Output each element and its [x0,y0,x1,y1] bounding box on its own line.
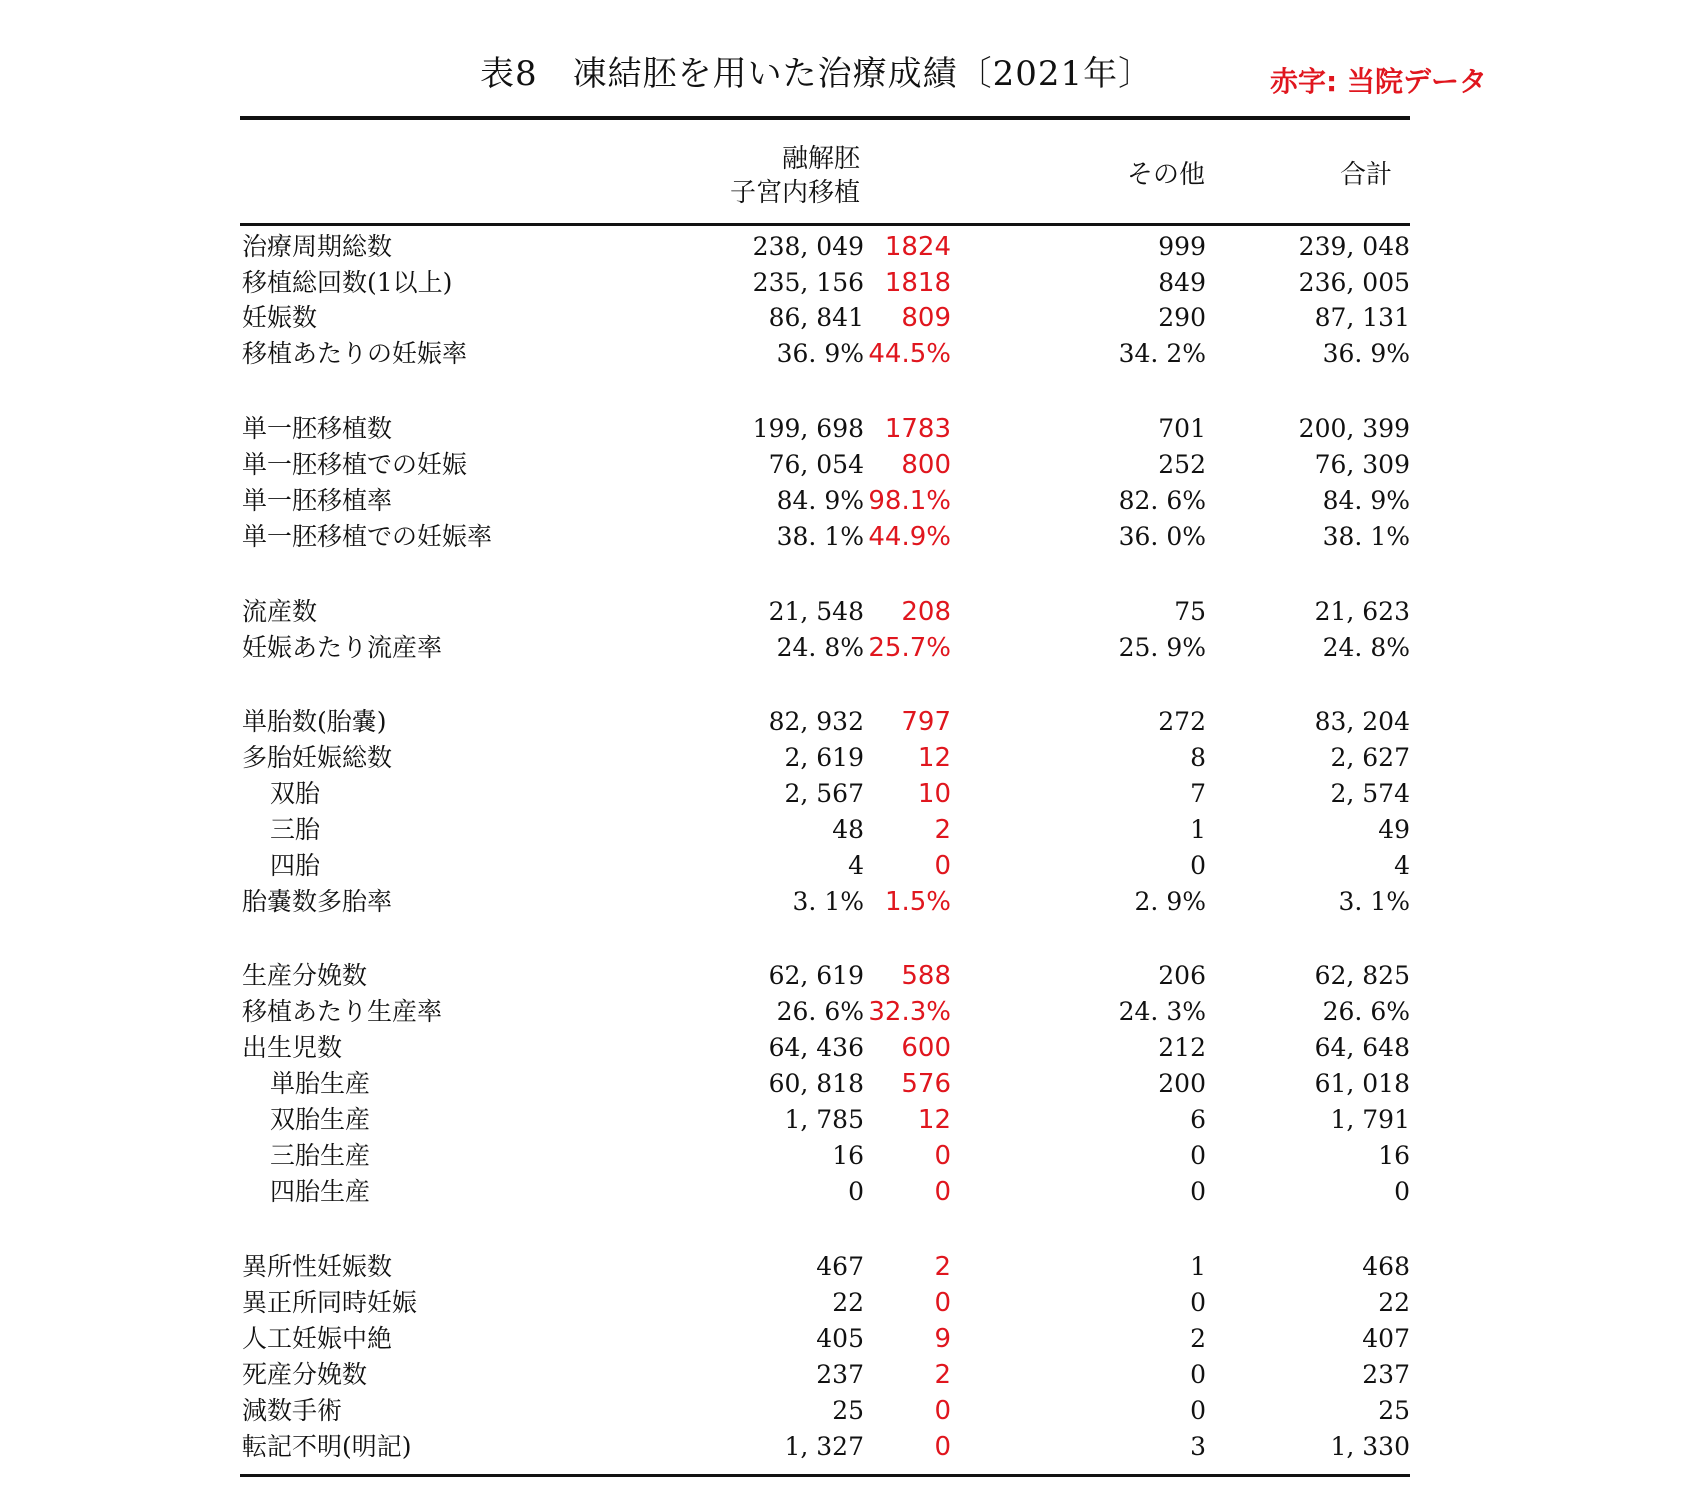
cell-other: 36. 0% [1118,522,1206,551]
cell-other: 290 [1158,303,1206,332]
cell-thawed-transfer-national: 4 [848,851,864,880]
row-label: 出生児数 [242,1033,343,1062]
cell-total: 36. 9% [1322,339,1410,368]
table-row [0,1249,1687,1285]
table-row [0,812,1687,848]
cell-thawed-transfer-national: 76, 054 [768,450,864,479]
table-row [0,848,1687,884]
cell-clinic-data: 0 [934,1432,951,1462]
cell-thawed-transfer-national: 199, 698 [752,414,864,443]
table-row [0,1030,1687,1066]
cell-total: 49 [1378,815,1410,844]
cell-total: 76, 309 [1314,450,1410,479]
cell-clinic-data: 1824 [884,232,951,262]
cell-clinic-data: 2 [934,1360,951,1390]
cell-total: 468 [1362,1252,1410,1281]
cell-other: 1 [1190,815,1206,844]
row-label: 流産数 [242,597,318,626]
table-row [0,265,1687,301]
cell-total: 16 [1378,1141,1410,1170]
table-row [0,447,1687,483]
cell-total: 3. 1% [1338,887,1410,916]
row-label: 妊娠数 [242,303,318,332]
cell-other: 206 [1158,961,1206,990]
cell-other: 999 [1158,232,1206,261]
cell-other: 6 [1190,1105,1206,1134]
cell-clinic-data: 44.5% [868,339,951,369]
cell-clinic-data: 44.9% [868,522,951,552]
header-line: 子宮内移植 [729,178,860,208]
cell-thawed-transfer-national: 82, 932 [768,707,864,736]
cell-thawed-transfer-national: 38. 1% [776,522,864,551]
cell-clinic-data: 1.5% [884,887,951,917]
cell-total: 87, 131 [1314,303,1410,332]
cell-total: 83, 204 [1314,707,1410,736]
header-total: 合計 [1339,160,1392,190]
row-label: 治療周期総数 [242,232,393,261]
cell-thawed-transfer-national: 237 [816,1360,864,1389]
cell-other: 0 [1190,1177,1206,1206]
cell-total: 236, 005 [1298,268,1410,297]
row-label: 移植あたり生産率 [242,997,443,1026]
cell-other: 2 [1190,1324,1206,1353]
row-label: 双胎 [270,779,321,808]
cell-thawed-transfer-national: 84. 9% [776,486,864,515]
cell-other: 0 [1190,1360,1206,1389]
cell-thawed-transfer-national: 238, 049 [752,232,864,261]
cell-thawed-transfer-national: 86, 841 [768,303,864,332]
cell-thawed-transfer-national: 2, 619 [784,743,864,772]
cell-clinic-data: 2 [934,815,951,845]
cell-total: 21, 623 [1314,597,1410,626]
cell-clinic-data: 25.7% [868,633,951,663]
cell-thawed-transfer-national: 36. 9% [776,339,864,368]
row-label: 多胎妊娠総数 [242,743,393,772]
row-label: 胎嚢数多胎率 [242,887,393,916]
table-row [0,1285,1687,1321]
row-label: 異所性妊娠数 [242,1252,393,1281]
cell-other: 849 [1158,268,1206,297]
cell-total: 1, 791 [1330,1105,1410,1134]
cell-total: 24. 8% [1322,633,1410,662]
cell-other: 0 [1190,1396,1206,1425]
cell-thawed-transfer-national: 467 [816,1252,864,1281]
cell-other: 701 [1158,414,1206,443]
cell-total: 26. 6% [1322,997,1410,1026]
table-row [0,1321,1687,1357]
table-row [0,229,1687,265]
cell-thawed-transfer-national: 235, 156 [752,268,864,297]
cell-total: 239, 048 [1298,232,1410,261]
table-row [0,740,1687,776]
cell-thawed-transfer-national: 405 [816,1324,864,1353]
cell-total: 237 [1362,1360,1410,1389]
row-label: 三胎生産 [270,1141,371,1170]
cell-total: 0 [1394,1177,1410,1206]
cell-clinic-data: 800 [901,450,951,480]
cell-total: 25 [1378,1396,1410,1425]
row-label: 単一胚移植数 [242,414,393,443]
cell-clinic-data: 10 [917,779,951,809]
row-label: 単胎生産 [270,1069,371,1098]
cell-thawed-transfer-national: 2, 567 [784,779,864,808]
row-label: 移植総回数(1以上) [242,268,453,297]
cell-total: 22 [1378,1288,1410,1317]
cell-other: 24. 3% [1118,997,1206,1026]
cell-other: 25. 9% [1118,633,1206,662]
cell-other: 272 [1158,707,1206,736]
cell-thawed-transfer-national: 22 [832,1288,864,1317]
cell-thawed-transfer-national: 1, 327 [784,1432,864,1461]
cell-other: 212 [1158,1033,1206,1062]
red-text-legend: 赤字: 当院データ [1270,65,1487,98]
cell-thawed-transfer-national: 16 [832,1141,864,1170]
cell-clinic-data: 576 [901,1069,951,1099]
table-row [0,1393,1687,1429]
cell-thawed-transfer-national: 0 [848,1177,864,1206]
cell-thawed-transfer-national: 60, 818 [768,1069,864,1098]
row-label: 死産分娩数 [242,1360,368,1389]
cell-thawed-transfer-national: 24. 8% [776,633,864,662]
cell-clinic-data: 0 [934,1141,951,1171]
cell-clinic-data: 12 [917,743,951,773]
row-label: 異正所同時妊娠 [242,1288,418,1317]
table-row [0,776,1687,812]
cell-thawed-transfer-national: 26. 6% [776,997,864,1026]
cell-clinic-data: 12 [917,1105,951,1135]
row-label: 妊娠あたり流産率 [242,633,443,662]
cell-other: 1 [1190,1252,1206,1281]
row-label: 移植あたりの妊娠率 [242,339,468,368]
cell-total: 38. 1% [1322,522,1410,551]
cell-other: 0 [1190,1288,1206,1317]
cell-thawed-transfer-national: 3. 1% [792,887,864,916]
cell-clinic-data: 0 [934,1177,951,1207]
table-row [0,958,1687,994]
top-rule [240,116,1410,120]
row-label: 双胎生産 [270,1105,371,1134]
table-row [0,1429,1687,1465]
row-label: 単一胚移植での妊娠率 [242,522,493,551]
cell-clinic-data: 1818 [884,268,951,298]
cell-total: 2, 627 [1330,743,1410,772]
header-line: 融解胚 [781,144,860,174]
table-row [0,884,1687,920]
header-other: その他 [1126,160,1205,190]
row-label: 単胎数(胎嚢) [242,707,387,736]
table-row [0,519,1687,555]
row-label: 単一胚移植での妊娠 [242,450,468,479]
cell-clinic-data: 2 [934,1252,951,1282]
cell-clinic-data: 98.1% [868,486,951,516]
cell-other: 2. 9% [1134,887,1206,916]
cell-total: 2, 574 [1330,779,1410,808]
row-label: 単一胚移植率 [242,486,393,515]
cell-other: 82. 6% [1118,486,1206,515]
cell-clinic-data: 1783 [884,414,951,444]
table-row [0,704,1687,740]
cell-other: 8 [1190,743,1206,772]
table-row [0,594,1687,630]
row-label: 四胎生産 [270,1177,371,1206]
cell-thawed-transfer-national: 64, 436 [768,1033,864,1062]
cell-clinic-data: 809 [901,303,951,333]
table-title: 表8 凍結胚を用いた治療成績〔2021年〕 [480,54,1154,94]
cell-thawed-transfer-national: 48 [832,815,864,844]
cell-other: 34. 2% [1118,339,1206,368]
cell-clinic-data: 9 [934,1324,951,1354]
cell-total: 61, 018 [1314,1069,1410,1098]
cell-other: 7 [1190,779,1206,808]
header-thawed-embryo-transfer [660,142,860,210]
row-label: 三胎 [270,815,321,844]
table-row [0,630,1687,666]
table-row [0,1138,1687,1174]
table-row [0,411,1687,447]
table-row [0,1102,1687,1138]
table-row [0,336,1687,372]
row-label: 四胎 [270,851,321,880]
cell-other: 75 [1174,597,1206,626]
table-row [0,994,1687,1030]
header-rule [240,223,1410,226]
cell-thawed-transfer-national: 1, 785 [784,1105,864,1134]
cell-total: 62, 825 [1314,961,1410,990]
cell-other: 0 [1190,1141,1206,1170]
cell-thawed-transfer-national: 62, 619 [768,961,864,990]
cell-total: 1, 330 [1330,1432,1410,1461]
cell-thawed-transfer-national: 21, 548 [768,597,864,626]
row-label: 減数手術 [242,1396,343,1425]
table-row [0,1357,1687,1393]
cell-clinic-data: 600 [901,1033,951,1063]
cell-total: 200, 399 [1298,414,1410,443]
cell-clinic-data: 588 [901,961,951,991]
bottom-rule [240,1474,1410,1477]
cell-clinic-data: 32.3% [868,997,951,1027]
cell-clinic-data: 0 [934,1288,951,1318]
cell-clinic-data: 0 [934,851,951,881]
cell-other: 200 [1158,1069,1206,1098]
table-row [0,300,1687,336]
row-label: 転記不明(明記) [242,1432,412,1461]
cell-total: 64, 648 [1314,1033,1410,1062]
cell-total: 4 [1394,851,1410,880]
cell-other: 3 [1190,1432,1206,1461]
cell-clinic-data: 0 [934,1396,951,1426]
row-label: 人工妊娠中絶 [242,1324,393,1353]
cell-clinic-data: 208 [901,597,951,627]
cell-other: 252 [1158,450,1206,479]
row-label: 生産分娩数 [242,961,368,990]
cell-thawed-transfer-national: 25 [832,1396,864,1425]
table-row [0,1066,1687,1102]
table-row [0,483,1687,519]
cell-total: 84. 9% [1322,486,1410,515]
table-row [0,1174,1687,1210]
cell-total: 407 [1362,1324,1410,1353]
cell-clinic-data: 797 [901,707,951,737]
cell-other: 0 [1190,851,1206,880]
